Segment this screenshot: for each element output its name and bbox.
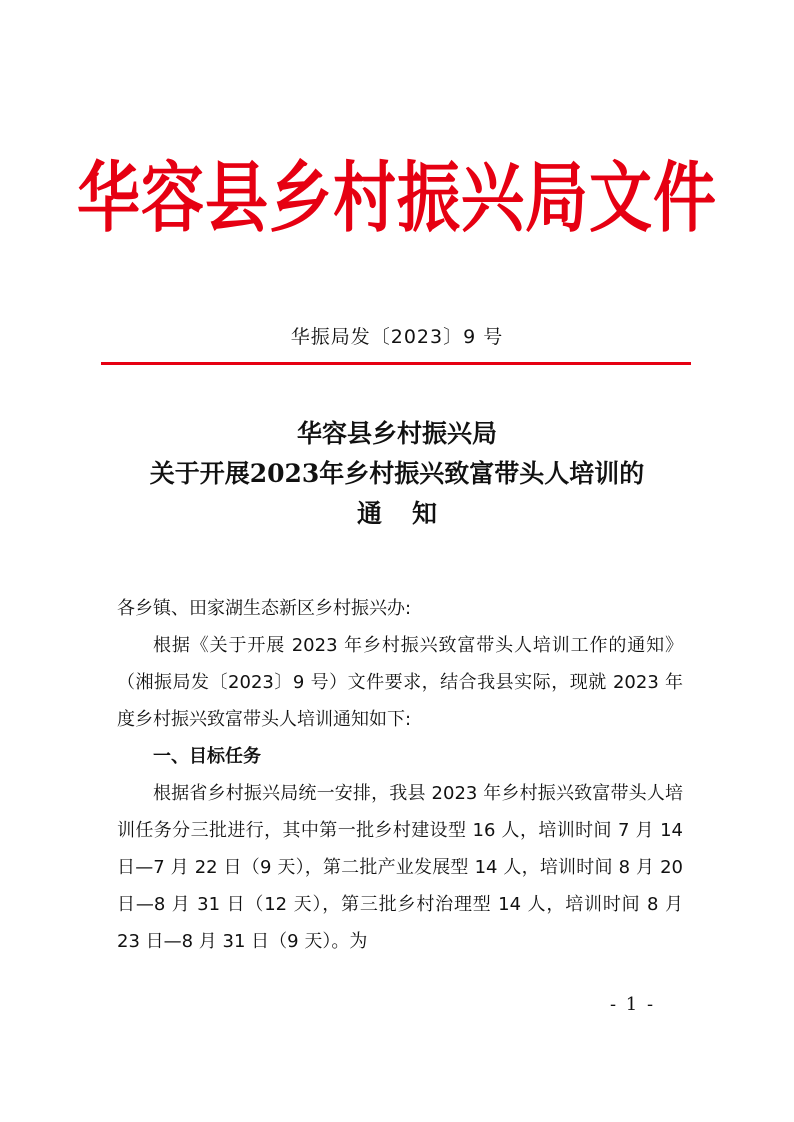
page-number: - 1 - <box>610 994 656 1015</box>
title-line-issuer: 华容县乡村振兴局 <box>296 419 497 448</box>
masthead-title: 华容县乡村振兴局文件 <box>77 152 717 243</box>
paragraph-goals: 根据省乡村振兴局统一安排，我县 2023 年乡村振兴致富带头人培训任务分三批进行，其中第一批乡村建设型 16 人，培训时间 7 月 14 日—7 月 22 日（9 天），第二批产业发展型 14 人，培训时间 8 月 20 日—8 月 31 日（12 天），第三批乡村治理型 14 人，培训时间 8 月 23 日—8 月 31 日（9 天）。为 <box>117 783 683 952</box>
red-separator-rule <box>101 362 691 365</box>
section-heading-goals: 一、目标任务 <box>153 746 261 767</box>
salutation: 各乡镇、田家湖生态新区乡村振兴办: <box>117 598 412 619</box>
body-text <box>117 590 683 960</box>
paragraph-basis: 根据《关于开展 2023 年乡村振兴致富带头人培训工作的通知》（湘振局发〔2023〕9 号）文件要求，结合我县实际，现就 2023 年度乡村振兴致富带头人培训通知如下: <box>117 635 683 730</box>
title-line-notice: 通知 <box>356 499 467 528</box>
document-number: 华振局发〔2023〕9 号 <box>290 326 504 348</box>
notice-title <box>0 414 794 534</box>
title-line-subject: 关于开展2023年乡村振兴致富带头人培训的 <box>149 459 645 488</box>
